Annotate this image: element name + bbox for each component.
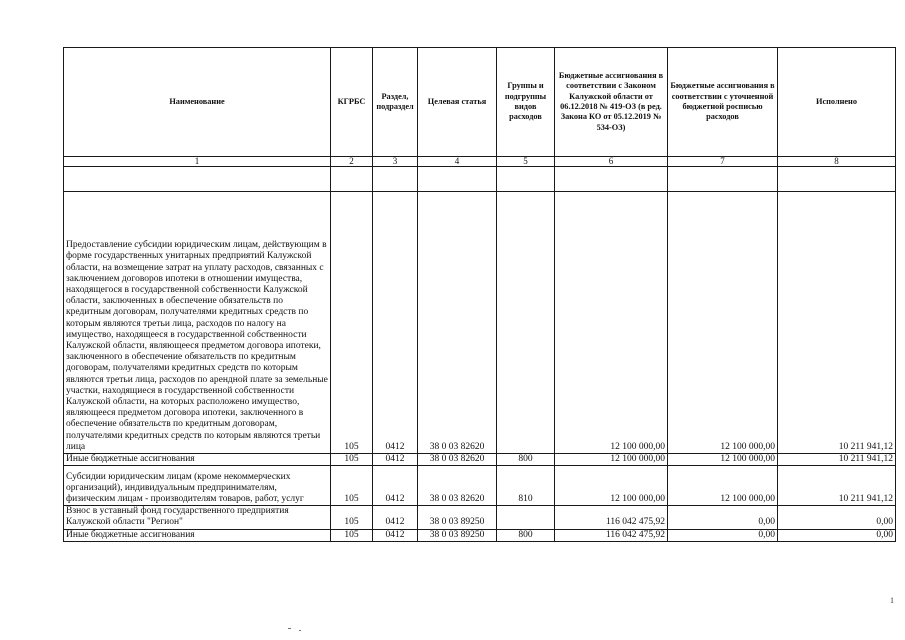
row-rospis: 12 100 000,00 [668,454,778,466]
row-kgrbs: 105 [331,192,373,454]
row-vid [497,192,555,454]
column-number: 6 [555,157,668,167]
row-kgrbs: 105 [331,466,373,506]
row-celevaya: 38 0 03 89250 [418,529,497,541]
row-name: Предоставление субсидии юридическим лицам, действующим в форме государственных унитарных предприятий Калужской области, на возмещение затрат на уплату расходов, связанных с заключением договоров ипотеки в отношении имущества, находящегося в государственной собственности Калужской области, заключенных в обеспечение обязательств по кредитным договорам, получателями кредитных средств по которым являются третьи лица, расходов по налогу на имущество, находящееся в государственной собственности Калужской области, являющееся предметом договора ипотеки, заключенного в обеспечение обязательств по кредитным договорам, получателями кредитных средств по которым являются третьи лица, расходов по арендной плате за земельные участки, находящиеся в государственной собственности Калужской области, на которых расположено имущество, являющееся предметом договора ипотеки, заключенного в обеспечение обязательств по кредитным договорам, получателями кредитных средств по которым являются третьи лица [64,192,331,454]
row-razdel: 0412 [373,454,418,466]
header-kgrbs: КГРБС [331,48,373,157]
row-kgrbs: 105 [331,506,373,529]
row-name: Взнос в уставный фонд государственного предприятия Калужской области "Регион" [64,506,331,529]
header-celevaya: Целевая статья [418,48,497,157]
row-name: Иные бюджетные ассигнования [64,529,331,541]
table-row [64,454,896,466]
column-number: 8 [778,157,896,167]
row-ispolneno: 10 211 941,12 [778,192,896,454]
row-celevaya: 38 0 03 82620 [418,454,497,466]
page-number: 1 [890,596,894,605]
row-zakon: 116 042 475,92 [555,506,668,529]
row-vid: 800 [497,529,555,541]
column-number: 5 [497,157,555,167]
table-row [64,466,896,506]
column-number: 1 [64,157,331,167]
row-name: Иные бюджетные ассигнования [64,454,331,466]
header-zakon: Бюджетные ассигнования в соответствии с Законом Калужской области от 06.12.2018 № 419-ОЗ (в ред. Закона КО от 05.12.2019 № 534-ОЗ) [555,48,668,157]
row-rospis: 12 100 000,00 [668,192,778,454]
row-ispolneno: 10 211 941,12 [778,466,896,506]
scan-speck [288,628,291,629]
row-zakon: 12 100 000,00 [555,454,668,466]
column-number-row [64,157,896,167]
row-vid [497,506,555,529]
table-row [64,506,896,529]
row-celevaya: 38 0 03 82620 [418,466,497,506]
row-ispolneno: 10 211 941,12 [778,454,896,466]
row-vid: 810 [497,466,555,506]
row-rospis: 12 100 000,00 [668,466,778,506]
column-number: 7 [668,157,778,167]
row-ispolneno: 0,00 [778,506,896,529]
budget-execution-table [63,47,896,542]
row-name: Субсидии юридическим лицам (кроме некоммерческих организаций), индивидуальным предпринимателям, физическим лицам - производителям товаров, работ, услуг [64,466,331,506]
header-razdel: Раздел, подраздел [373,48,418,157]
row-razdel: 0412 [373,506,418,529]
row-vid: 800 [497,454,555,466]
table-row [64,529,896,541]
row-razdel: 0412 [373,529,418,541]
row-zakon: 12 100 000,00 [555,466,668,506]
column-number: 3 [373,157,418,167]
row-zakon: 116 042 475,92 [555,529,668,541]
row-kgrbs: 105 [331,529,373,541]
row-razdel: 0412 [373,466,418,506]
row-zakon: 12 100 000,00 [555,192,668,454]
header-rospis: Бюджетные ассигнования в соответствии с уточненной бюджетной росписью расходов [668,48,778,157]
row-rospis: 0,00 [668,506,778,529]
header-ispolneno: Исполнено [778,48,896,157]
row-ispolneno: 0,00 [778,529,896,541]
row-celevaya: 38 0 03 89250 [418,506,497,529]
spacer-row [64,167,896,192]
row-celevaya: 38 0 03 82620 [418,192,497,454]
row-rospis: 0,00 [668,529,778,541]
table-row [64,192,896,454]
header-name: Наименование [64,48,331,157]
column-number: 4 [418,157,497,167]
scan-speck [299,630,301,631]
header-vid: Группы и подгруппы видов расходов [497,48,555,157]
column-number: 2 [331,157,373,167]
row-kgrbs: 105 [331,454,373,466]
header-row [64,48,896,157]
row-razdel: 0412 [373,192,418,454]
